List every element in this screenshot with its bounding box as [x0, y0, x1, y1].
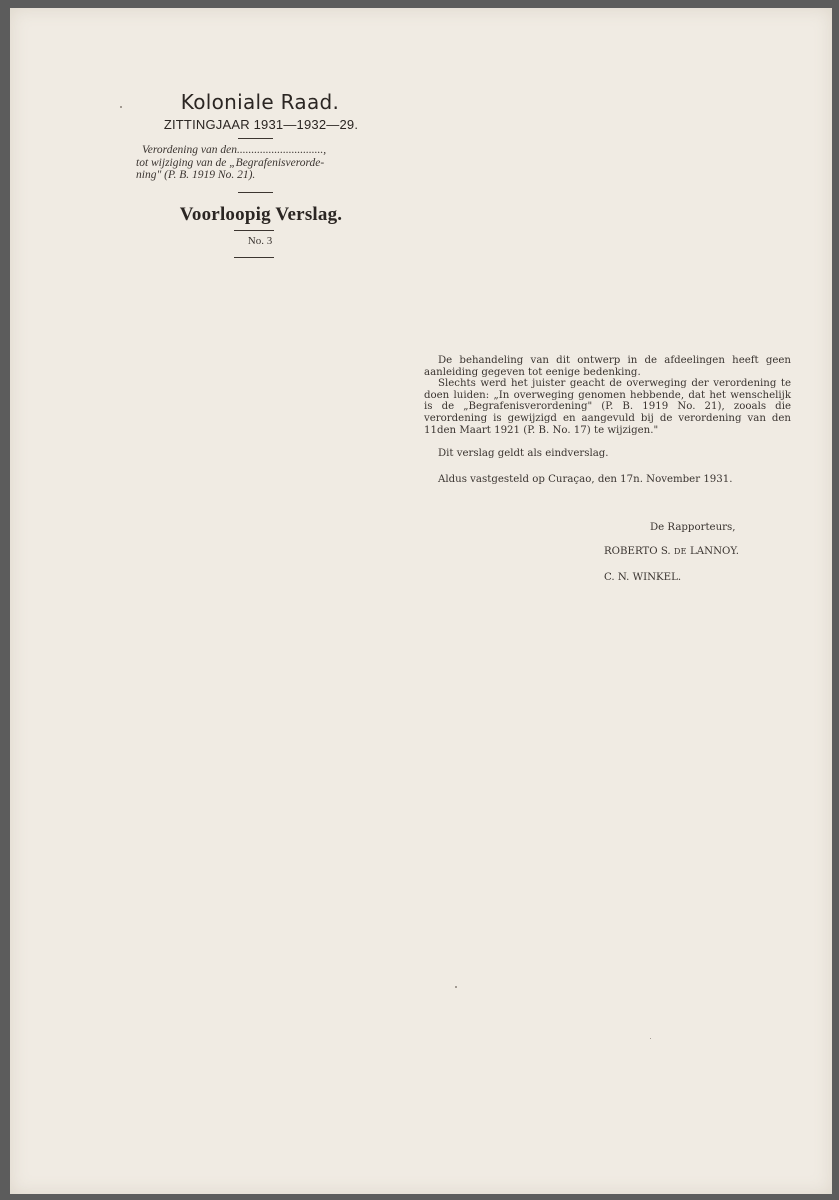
ordinance-line-1: Verordening van den..............................,: [142, 144, 327, 156]
report-title: Voorloopig Verslag.: [179, 204, 343, 225]
paragraph-2: Slechts werd het juister geacht de overweging der verordening te doen luiden: „In overweging genomen hebbende, dat het wenschelijk is de „Begrafenisverordening" (P. B. 1919 No. 21), zooals die verordening is gewijzigd en aangevuld bij de verordening van den 11den Maart 1921 (P. B. No. 17) te wijzigen.": [424, 378, 791, 436]
signatory-2: C. N. WINKEL.: [604, 572, 682, 583]
council-title: Koloniale Raad.: [180, 90, 340, 114]
ordinance-line-3: ning" (P. B. 1919 No. 21).: [136, 169, 256, 181]
divider: [234, 257, 274, 258]
document-number: No. 3: [247, 235, 273, 247]
rapporteurs-label: De Rapporteurs,: [650, 522, 736, 533]
paper-speck: [455, 986, 457, 988]
signatory-1-particle: DE: [673, 547, 687, 556]
ordinance-title: [128, 144, 386, 182]
paragraph-4: Aldus vastgesteld op Curaçao, den 17n. November 1931.: [438, 473, 733, 485]
divider: [234, 230, 274, 231]
ordinance-line-2: tot wijziging van de „Begrafenisverorde-: [136, 156, 325, 169]
paragraph-1: De behandeling van dit ontwerp in de afdeelingen heeft geen aanleiding gegeven tot eenige bedenking.: [424, 355, 791, 378]
signatory-1-given: ROBERTO S.: [604, 546, 671, 557]
document-page: [10, 8, 832, 1194]
divider: [238, 138, 273, 139]
report-body: [424, 355, 791, 485]
signatory-1: [604, 546, 739, 557]
paper-speck: [650, 1038, 651, 1039]
paragraph-3: Dit verslag geldt als eindverslag.: [438, 448, 609, 460]
session-year: ZITTINGJAAR 1931—1932—29.: [163, 117, 359, 132]
paper-speck: [120, 106, 122, 108]
signatory-1-surname: LANNOY.: [690, 546, 739, 557]
divider: [238, 192, 273, 193]
